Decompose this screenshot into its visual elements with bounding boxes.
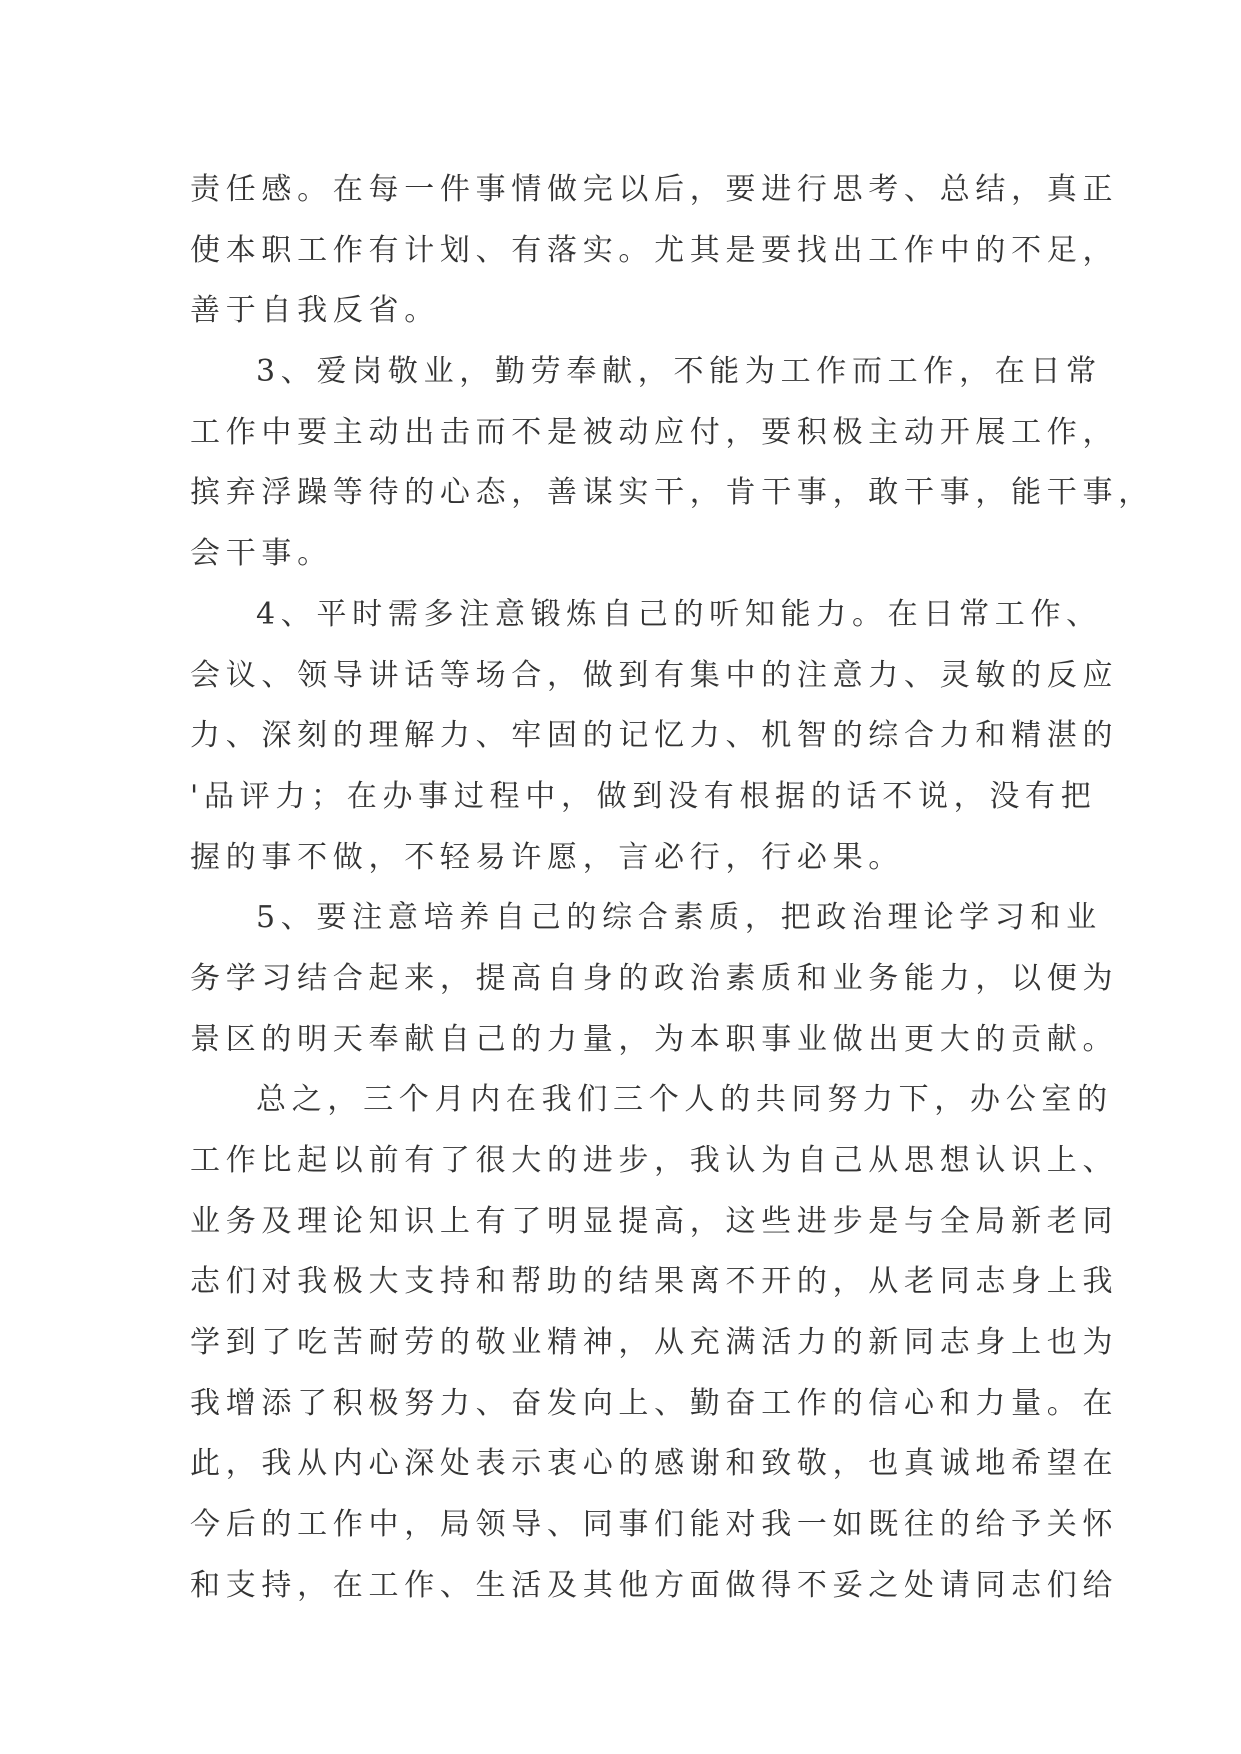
text-line: 工作比起以前有了很大的进步，我认为自己从思想认识上、 [190, 1143, 1119, 1178]
text-line: 务学习结合起来，提高自身的政治素质和业务能力，以便为 [190, 960, 1119, 996]
paragraph-5-first-line: 5、要注意培养自己的综合素质，把政治理论学习和业 [256, 900, 1102, 936]
text-line: '品评力；在办事过程中，做到没有根据的话不说，没有把 [190, 778, 1097, 814]
text-line: 和支持，在工作、生活及其他方面做得不妥之处请同志们给 [190, 1567, 1119, 1603]
text-line: 志们对我极大支持和帮助的结果离不开的，从老同志身上我 [190, 1264, 1119, 1300]
text-line: 业务及理论知识上有了明显提高，这些进步是与全局新老同 [190, 1203, 1119, 1239]
text-line: 此，我从内心深处表示衷心的感谢和致敬，也真诚地希望在 [190, 1446, 1119, 1482]
text-line: 摈弃浮躁等待的心态，善谋实干，肯干事，敢干事，能干事， [190, 475, 1154, 511]
text-line: 会议、领导讲话等场合，做到有集中的注意力、灵敏的反应 [190, 657, 1119, 693]
paragraph-3-first-line: 3、爱岗敬业，勤劳奉献，不能为工作而工作，在日常 [256, 354, 1102, 390]
text-line: 责任感。在每一件事情做完以后，要进行思考、总结，真正 [190, 172, 1119, 207]
text-line: 使本职工作有计划、有落实。尤其是要找出工作中的不足， [190, 232, 1119, 268]
body-text [190, 160, 1154, 1617]
text-line: 我增添了积极努力、奋发向上、勤奋工作的信心和力量。在 [190, 1385, 1119, 1421]
text-line: 学到了吃苦耐劳的敬业精神，从充满活力的新同志身上也为 [190, 1325, 1119, 1361]
text-line: 工作中要主动出击而不是被动应付，要积极主动开展工作， [190, 414, 1119, 450]
text-line: 握的事不做，不轻易许愿，言必行，行必果。 [190, 839, 904, 875]
text-line: 会干事。 [190, 536, 333, 572]
text-line: 景区的明天奉献自己的力量，为本职事业做出更大的贡献。 [190, 1021, 1119, 1057]
paragraph-4-first-line: 4、平时需多注意锻炼自己的听知能力。在日常工作、 [256, 596, 1102, 632]
text-line: 善于自我反省。 [190, 293, 440, 329]
text-line: 今后的工作中，局领导、同事们能对我一如既往的给予关怀 [190, 1507, 1119, 1543]
text-line: 力、深刻的理解力、牢固的记忆力、机智的综合力和精湛的 [190, 718, 1119, 754]
summary-paragraph-first-line: 总之，三个月内在我们三个人的共同努力下，办公室的 [256, 1082, 1113, 1118]
